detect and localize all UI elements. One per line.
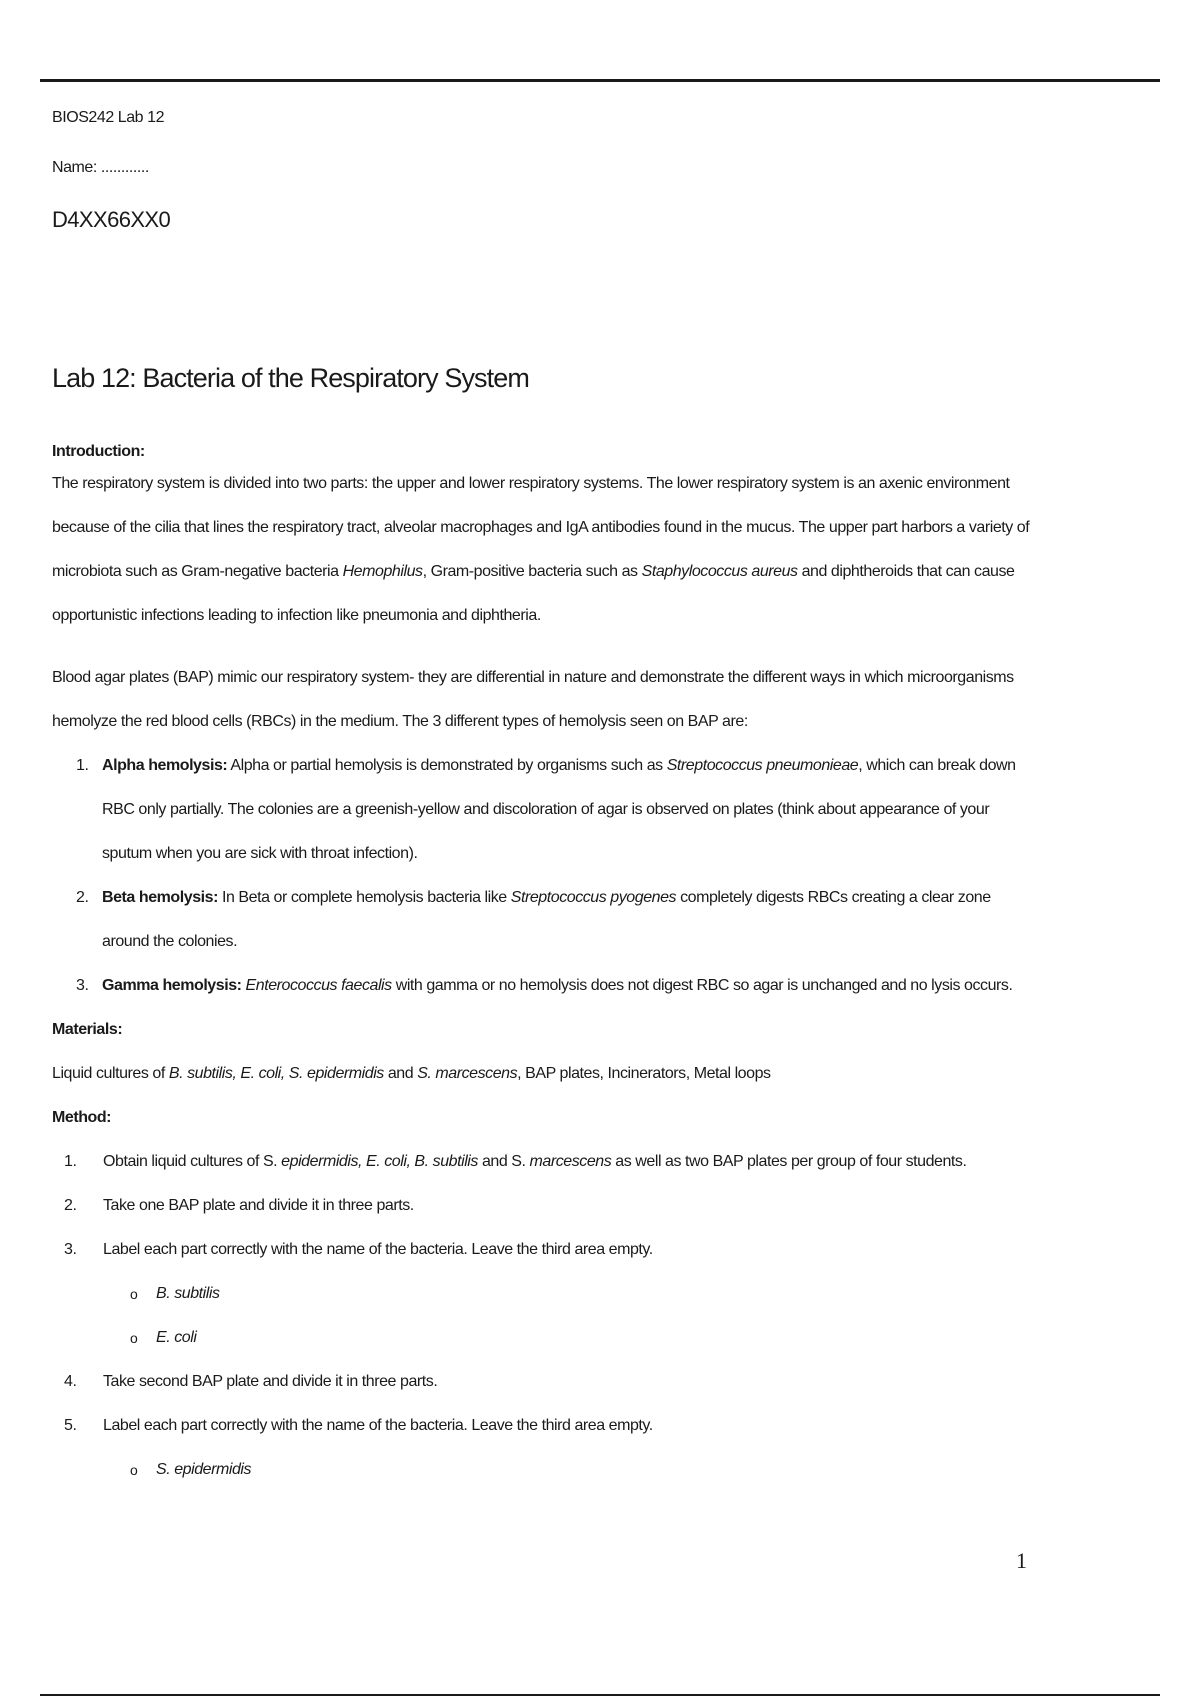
- materials-text: Liquid cultures of B. subtilis, E. coli, S. epidermidis and S. marcescens, BAP plates, Incinerators, Metal loops: [52, 1065, 771, 1082]
- list-item: 4. Take second BAP plate and divide it in three parts.: [64, 1373, 438, 1390]
- document-code: D4XX66XX0: [52, 207, 171, 232]
- method-heading: Method:: [52, 1109, 112, 1126]
- materials-heading: Materials:: [52, 1021, 123, 1038]
- list-item: 1. Obtain liquid cultures of S. epidermidis, E. coli, B. subtilis and S. marcescens as well as two BAP plates per group of four students.: [64, 1153, 967, 1170]
- hemolysis-list: [52, 744, 1032, 1008]
- list-item: 2. Take one BAP plate and divide it in three parts.: [64, 1197, 414, 1214]
- page-number: 1: [1016, 1548, 1027, 1573]
- introduction-heading: Introduction:: [52, 443, 145, 460]
- course-label: BIOS242 Lab 12: [52, 109, 165, 126]
- list-item: 3. Label each part correctly with the name of the bacteria. Leave the third area empty.: [64, 1241, 653, 1258]
- list-item: 1. Alpha hemolysis: Alpha or partial hemolysis is demonstrated by organisms such as Streptococcus pneumonieae, which can break down RBC only partially. The colonies are a greenish-yellow and discoloration of agar is observed on plates (think about appearance of your sputum when you are sick with throat infection).: [76, 757, 1016, 862]
- introduction-paragraph-2: Blood agar plates (BAP) mimic our respiratory system- they are differential in nature and demonstrate the different ways in which microorganisms hemolyze the red blood cells (RBCs) in the medium. The 3 different types of hemolysis seen on BAP are:: [52, 669, 1014, 730]
- introduction-paragraph-1: The respiratory system is divided into two parts: the upper and lower respiratory systems. The lower respiratory system is an axenic environment because of the cilia that lines the respiratory tract, alveolar macrophages and IgA antibodies found in the mucus. The upper part harbors a variety of microbiota such as Gram-negative bacteria Hemophilus, Gram-positive bacteria such as Staphylococcus aureus and diphtheroids that can cause opportunistic infections leading to infection like pneumonia and diphtheria.: [52, 475, 1030, 624]
- name-field: Name: ............: [52, 159, 149, 176]
- list-item: o E. coli: [156, 1316, 1032, 1360]
- plate-1-organisms: [52, 1272, 1032, 1360]
- method-steps-continued: [52, 1360, 1032, 1448]
- list-item: 3. Gamma hemolysis: Enterococcus faecalis with gamma or no hemolysis does not digest RBC so agar is unchanged and no lysis occurs.: [76, 977, 1013, 994]
- top-rule: [40, 79, 1160, 82]
- bottom-rule: [40, 1694, 1160, 1696]
- list-item: 2. Beta hemolysis: In Beta or complete hemolysis bacteria like Streptococcus pyogenes completely digests RBCs creating a clear zone around the colonies.: [76, 889, 991, 950]
- list-item: o B. subtilis: [156, 1272, 1032, 1316]
- plate-2-organisms: [52, 1448, 1032, 1492]
- list-item: o S. epidermidis: [156, 1448, 1032, 1492]
- document-body: [52, 438, 1032, 1492]
- method-steps: [52, 1140, 1032, 1272]
- list-item: 5. Label each part correctly with the name of the bacteria. Leave the third area empty.: [64, 1417, 653, 1434]
- bullet-icon: o: [130, 1286, 138, 1302]
- bullet-icon: o: [130, 1330, 138, 1346]
- page-title: Lab 12: Bacteria of the Respiratory System: [52, 363, 529, 393]
- bullet-icon: o: [130, 1462, 138, 1478]
- document-page: [52, 108, 1032, 1478]
